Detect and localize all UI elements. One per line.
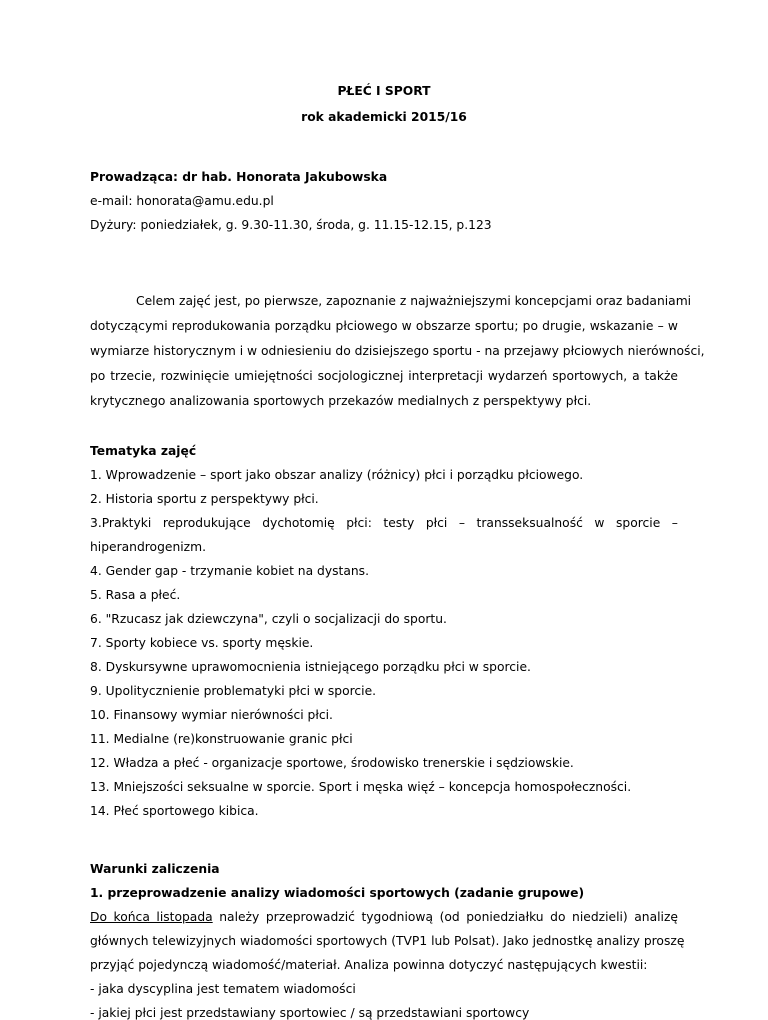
topic-3-word: w <box>594 516 605 530</box>
topic-item: 5. Rasa a płeć. <box>90 588 181 602</box>
topic-item: 8. Dyskursywne uprawomocnienia istniejącego porządku płci w sporcie. <box>90 660 531 674</box>
requirement-1-bullet: - jaka dyscyplina jest tematem wiadomości <box>90 982 356 996</box>
topic-item: 11. Medialne (re)konstruowanie granic płci <box>90 732 353 746</box>
topic-3-word: dychotomię <box>262 516 335 530</box>
instructor-line: Prowadząca: dr hab. Honorata Jakubowska <box>90 170 388 184</box>
intro-line-3: wymiarze historycznym i w odniesieniu do dzisiejszego sportu - na przejawy płciowych nierówności, <box>90 344 705 358</box>
intro-line-4: po trzecie, rozwinięcie umiejętności socjologicznej interpretacji wydarzeń sportowych, a także <box>90 369 678 383</box>
topic-3-word: – <box>458 516 465 530</box>
topic-item-3-line <box>90 516 678 530</box>
topic-3-word: płci: <box>346 516 372 530</box>
doc-title: PŁEĆ I SPORT <box>337 84 431 98</box>
topic-item: 14. Płeć sportowego kibica. <box>90 804 259 818</box>
requirement-1-bullet: - jakiej płci jest przedstawiany sportowiec / są przedstawiani sportowcy <box>90 1006 530 1020</box>
intro-line-5: krytycznego analizowania sportowych przekazów medialnych z perspektywy płci. <box>90 394 592 408</box>
requirement-1-title: 1. przeprowadzenie analizy wiadomości sportowych (zadanie grupowe) <box>90 886 585 900</box>
topic-item: 4. Gender gap - trzymanie kobiet na dystans. <box>90 564 369 578</box>
intro-line-2: dotyczącymi reprodukowania porządku płciowego w obszarze sportu; po drugie, wskazanie – w <box>90 319 678 333</box>
topic-item-3-cont: hiperandrogenizm. <box>90 540 207 554</box>
email-line: e-mail: honorata@amu.edu.pl <box>90 194 274 208</box>
topic-item: 7. Sporty kobiece vs. sporty męskie. <box>90 636 314 650</box>
deadline-underlined: Do końca listopada <box>90 910 213 924</box>
doc-subtitle: rok akademicki 2015/16 <box>301 110 467 124</box>
intro-line-1: Celem zajęć jest, po pierwsze, zapoznanie z najważniejszymi koncepcjami oraz badaniami <box>136 294 692 308</box>
topic-item: 13. Mniejszości seksualne w sporcie. Sport i męska więź – koncepcja homospołeczności. <box>90 780 632 794</box>
topic-item: 9. Upolitycznienie problematyki płci w sporcie. <box>90 684 377 698</box>
topic-3-word: testy <box>383 516 415 530</box>
topic-item: 6. "Rzucasz jak dziewczyna", czyli o socjalizacji do sportu. <box>90 612 447 626</box>
topic-3-word: transseksualność <box>476 516 583 530</box>
topic-item: 2. Historia sportu z perspektywy płci. <box>90 492 319 506</box>
requirement-1-line-3: przyjąć pojedynczą wiadomość/materiał. Analiza powinna dotyczyć następujących kwestii: <box>90 958 648 972</box>
topic-3-word: – <box>671 516 678 530</box>
requirement-1-line-2: głównych telewizyjnych wiadomości sportowych (TVP1 lub Polsat). Jako jednostkę analizy proszę <box>90 934 685 948</box>
requirements-heading: Warunki zaliczenia <box>90 862 220 876</box>
topic-3-word: reprodukujące <box>162 516 251 530</box>
office-hours-line: Dyżury: poniedziałek, g. 9.30-11.30, środa, g. 11.15-12.15, p.123 <box>90 218 492 232</box>
requirement-1-line-1: Do końca listopada należy przeprowadzić tygodniową (od poniedziałku do niedzieli) analizę <box>90 910 678 924</box>
topic-item: 1. Wprowadzenie – sport jako obszar analizy (różnicy) płci i porządku płciowego. <box>90 468 584 482</box>
topic-3-word: 3.Praktyki <box>90 516 152 530</box>
topics-heading: Tematyka zajęć <box>90 444 197 458</box>
topic-item: 10. Finansowy wymiar nierówności płci. <box>90 708 333 722</box>
topic-3-word: sporcie <box>616 516 661 530</box>
topic-3-word: płci <box>425 516 448 530</box>
topic-item: 12. Władza a płeć - organizacje sportowe, środowisko trenerskie i sędziowskie. <box>90 756 574 770</box>
